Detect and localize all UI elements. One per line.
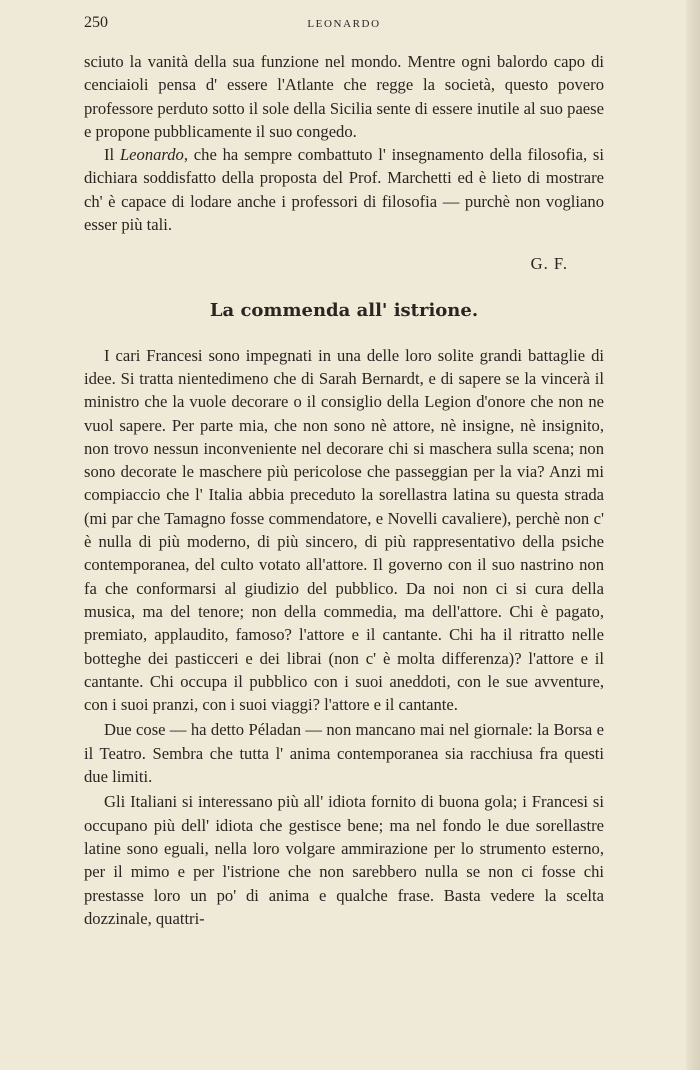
running-title: LEONARDO: [307, 18, 381, 30]
intro-paragraph-2-rest: , che ha sempre combattuto l' insegnamento della filosofia, si dichiara soddisfatto della proposta del Prof. Marchetti ed è lieto di mostrare ch' è capace di lodare anche i professori di filosofia — purchè non vogliano esser più tali.: [84, 145, 604, 235]
article-paragraph: Gli Italiani si interessano più all' idiota fornito di buona gola; i Francesi si occupano più dell' idiota che gestisce bene; ma nel fondo le due sorellastre latine sono eguali, nella loro volgare ammirazione per lo strumento esterno, per il mimo e per l'istrione che non sarebbero nulla se non ci fosse chi prestasse loro un po' di anima e qualche frase. Basta vedere la scelta dozzinale, quattri-: [84, 792, 604, 928]
article-body: [84, 344, 604, 930]
page-header: [84, 14, 604, 38]
intro-paragraph-2-lead: Il: [104, 145, 120, 165]
page-body: [84, 50, 604, 930]
article-title: La commenda all' istrione.: [209, 299, 479, 321]
article-paragraph: I cari Francesi sono impegnati in una delle loro solite grandi battaglie di idee. Si tratta nientedimeno che di Sarah Bernardt, e di sapere se la vincerà il ministro che la vuole decorare o il consiglio della Legion d'onore che non ne vuol sapere. Per parte mia, che non sono nè attore, nè insigne, nè insignito, non trovo nessun inconveniente nel decorare chi si maschera sulla scena; non sono decorate le maschere più pericolose che passeggian per la via? Anzi mi compiaccio che l' Italia abbia preceduto la sorellastra latina su questa strada (mi par che Tamagno fosse commendatore, e Novelli cavaliere), perchè non c' è nulla di più moderno, di più sincero, di più rappresentativo della psiche contemporanea, del culto votato all'attore. Il governo con il suo nastrino non fa che conformarsi al giudizio del pubblico. Da noi non ci si cura della musica, ma del tenore; non della commedia, ma dell'attore. Chi è pagato, premiato, applaudito, famoso? l'attore e il cantante. Chi ha il ritratto nelle botteghe dei pasticceri e dei librai (non c' è molta differenza)? l'attore e il cantante. Chi occupa il pubblico con i suoi aneddoti, con le sue avventure, con i suoi pranzi, con i suoi viaggi? l'attore e il cantante.: [84, 345, 604, 715]
intro-paragraph-1: sciuto la vanità della sua funzione nel mondo. Mentre ogni balordo capo di cenciaioli pensa d' essere l'Atlante che regge la società, questo povero professore perduto sotto il sole della Sicilia sente di essere inutile al suo paese e propone pubblicamente il suo congedo.: [84, 52, 604, 141]
page-edge: [686, 0, 700, 1070]
page-number: 250: [84, 14, 108, 31]
article-paragraph: Due cose — ha detto Péladan — non mancano mai nel giornale: la Borsa e il Teatro. Sembra che tutta l' anima contemporanea sia racchiusa fra questi due limiti.: [84, 720, 604, 787]
author-signature: G. F.: [530, 254, 568, 274]
intro-paragraph-2: [84, 143, 604, 236]
leonardo-title-italic: Leonardo: [119, 145, 184, 165]
